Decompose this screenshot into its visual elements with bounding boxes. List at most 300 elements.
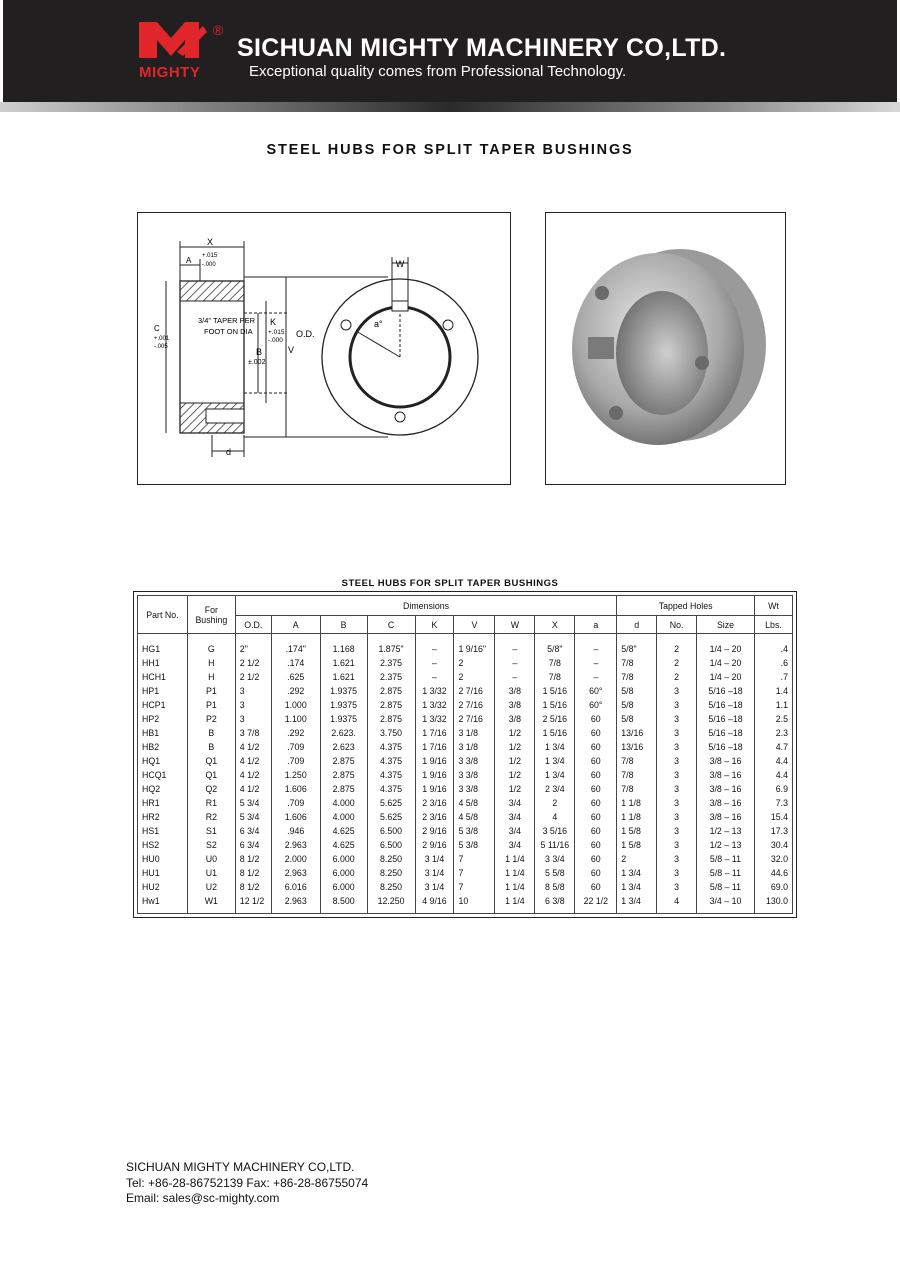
cell-no: 3 <box>657 852 697 866</box>
cell-part: HCH1 <box>138 670 188 684</box>
label-k: K <box>270 317 277 327</box>
cell-od: 3 <box>235 684 271 698</box>
cell-d: 13/16 <box>617 726 657 740</box>
cell-b: 1.9375 <box>320 684 367 698</box>
footer-contact: Tel: +86-28-86752139 Fax: +86-28-86755074 <box>126 1175 369 1190</box>
cell-k: 1 3/32 <box>415 712 454 726</box>
cell-k: 2 9/16 <box>415 838 454 852</box>
cell-b: 1.168 <box>320 634 367 657</box>
cell-v: 2 7/16 <box>454 712 495 726</box>
cell-b: 6.000 <box>320 880 367 894</box>
header-for-bushing: For Bushing <box>187 596 235 634</box>
cell-part: HH1 <box>138 656 188 670</box>
cell-ang: – <box>575 634 617 657</box>
cell-d: 7/8 <box>617 656 657 670</box>
cell-w: 1 1/4 <box>495 880 535 894</box>
cell-k: 3 1/4 <box>415 880 454 894</box>
cell-k: 1 9/16 <box>415 768 454 782</box>
cell-d: 1 1/8 <box>617 796 657 810</box>
cell-wt: 1.4 <box>754 684 792 698</box>
label-v: V <box>288 345 295 355</box>
cell-d: 2 <box>617 852 657 866</box>
cell-v: 5 3/8 <box>454 824 495 838</box>
cell-no: 3 <box>657 698 697 712</box>
cell-a: 2.963 <box>271 866 320 880</box>
cell-ang: 60 <box>575 824 617 838</box>
cell-ang: 60 <box>575 726 617 740</box>
label-c-plus: +.001 <box>154 336 170 342</box>
cell-v: 3 1/8 <box>454 726 495 740</box>
cell-bushing: P1 <box>187 698 235 712</box>
cell-d: 7/8 <box>617 768 657 782</box>
cell-k: – <box>415 670 454 684</box>
cell-d: 1 3/4 <box>617 866 657 880</box>
header-lbs: Lbs. <box>754 616 792 634</box>
cell-c: 2.375 <box>367 670 415 684</box>
cell-part: HB2 <box>138 740 188 754</box>
cell-d: 1 5/8 <box>617 824 657 838</box>
cell-b: 2.875 <box>320 782 367 796</box>
header-size: Size <box>697 616 755 634</box>
cell-v: 5 3/8 <box>454 838 495 852</box>
header-c: C <box>367 616 415 634</box>
header-k: K <box>415 616 454 634</box>
cell-a: .292 <box>271 726 320 740</box>
cell-size: 3/8 – 16 <box>697 796 755 810</box>
cell-b: 1.9375 <box>320 698 367 712</box>
cell-ang: 60 <box>575 866 617 880</box>
cell-a: .174 <box>271 656 320 670</box>
label-k-plus: +.015 <box>268 329 285 336</box>
cell-c: 5.625 <box>367 796 415 810</box>
cell-v: 3 3/8 <box>454 782 495 796</box>
cell-x: 1 5/16 <box>535 684 575 698</box>
header-od: O.D. <box>235 616 271 634</box>
cell-b: 2.623 <box>320 740 367 754</box>
cell-a: 1.000 <box>271 698 320 712</box>
cell-bushing: G <box>187 634 235 657</box>
cell-v: 2 7/16 <box>454 684 495 698</box>
cell-part: HCQ1 <box>138 768 188 782</box>
hub-photo <box>545 212 786 485</box>
table-row <box>138 698 793 712</box>
cell-no: 3 <box>657 880 697 894</box>
cell-c: 4.375 <box>367 754 415 768</box>
cell-part: HG1 <box>138 634 188 657</box>
cell-d: 1 3/4 <box>617 880 657 894</box>
cell-k: 1 3/32 <box>415 698 454 712</box>
cell-b: 1.9375 <box>320 712 367 726</box>
cell-k: – <box>415 634 454 657</box>
header-dimensions: Dimensions <box>235 596 616 616</box>
cell-c: 8.250 <box>367 880 415 894</box>
cell-bushing: Q2 <box>187 782 235 796</box>
cell-a: .709 <box>271 796 320 810</box>
cell-w: 1/2 <box>495 782 535 796</box>
cell-b: 4.000 <box>320 810 367 824</box>
table-row <box>138 726 793 740</box>
cell-od: 2 1/2 <box>235 656 271 670</box>
cell-b: 4.625 <box>320 838 367 852</box>
cell-b: 4.000 <box>320 796 367 810</box>
cell-x: 1 3/4 <box>535 740 575 754</box>
cell-c: 2.375 <box>367 656 415 670</box>
cell-ang: – <box>575 656 617 670</box>
cell-v: 10 <box>454 894 495 914</box>
cell-wt: 7.3 <box>754 796 792 810</box>
cell-d: 1 3/4 <box>617 894 657 914</box>
cell-w: 1/2 <box>495 740 535 754</box>
cell-c: 2.875 <box>367 698 415 712</box>
cell-size: 3/8 – 16 <box>697 754 755 768</box>
table-title: STEEL HUBS FOR SPLIT TAPER BUSHINGS <box>341 578 559 589</box>
header-stripe <box>0 102 900 112</box>
header-x: X <box>535 616 575 634</box>
cell-bushing: P2 <box>187 712 235 726</box>
cell-k: 3 1/4 <box>415 852 454 866</box>
cell-wt: 30.4 <box>754 838 792 852</box>
cell-wt: 15.4 <box>754 810 792 824</box>
cell-bushing: S2 <box>187 838 235 852</box>
cell-b: 8.500 <box>320 894 367 914</box>
hub-drawing-svg <box>138 213 510 484</box>
cell-bushing: B <box>187 740 235 754</box>
cell-wt: 4.4 <box>754 754 792 768</box>
cell-d: 5/8 <box>617 712 657 726</box>
footer-company: SICHUAN MIGHTY MACHINERY CO,LTD. <box>126 1160 355 1174</box>
header-d: d <box>617 616 657 634</box>
cell-a: 1.606 <box>271 810 320 824</box>
table-row <box>138 894 793 914</box>
table-row <box>138 656 793 670</box>
cell-x: 7/8 <box>535 656 575 670</box>
cell-size: 5/16 –18 <box>697 684 755 698</box>
cell-x: 2 <box>535 796 575 810</box>
cell-v: 7 <box>454 866 495 880</box>
cell-b: 6.000 <box>320 852 367 866</box>
cell-a: 6.016 <box>271 880 320 894</box>
cell-c: 5.625 <box>367 810 415 824</box>
cell-c: 4.375 <box>367 740 415 754</box>
cell-x: 5 5/8 <box>535 866 575 880</box>
cell-v: 2 <box>454 656 495 670</box>
cell-ang: 60 <box>575 880 617 894</box>
cell-d: 7/8 <box>617 670 657 684</box>
cell-k: 4 9/16 <box>415 894 454 914</box>
table-row <box>138 634 793 657</box>
cell-k: 1 7/16 <box>415 726 454 740</box>
cell-x: 1 5/16 <box>535 698 575 712</box>
cell-part: Hw1 <box>138 894 188 914</box>
cell-v: 4 5/8 <box>454 810 495 824</box>
cell-no: 3 <box>657 796 697 810</box>
spec-table-frame <box>133 591 797 918</box>
cell-k: 1 9/16 <box>415 782 454 796</box>
cell-x: 3 3/4 <box>535 852 575 866</box>
cell-ang: 60° <box>575 684 617 698</box>
cell-ang: 60 <box>575 782 617 796</box>
cell-od: 6 3/4 <box>235 838 271 852</box>
cell-w: 3/8 <box>495 712 535 726</box>
cell-v: 3 3/8 <box>454 754 495 768</box>
label-b: B <box>256 347 263 357</box>
cell-w: 1/2 <box>495 768 535 782</box>
cell-bushing: H <box>187 656 235 670</box>
cell-part: HU2 <box>138 880 188 894</box>
table-row <box>138 740 793 754</box>
header-no: No. <box>657 616 697 634</box>
cell-v: 4 5/8 <box>454 796 495 810</box>
cell-bushing: U0 <box>187 852 235 866</box>
cell-k: 1 9/16 <box>415 754 454 768</box>
cell-a: 1.250 <box>271 768 320 782</box>
cell-d: 5/8 <box>617 698 657 712</box>
label-b-tol: ±.002 <box>248 359 266 366</box>
label-a-plus: +.015 <box>202 253 218 259</box>
header-v: V <box>454 616 495 634</box>
cell-c: 6.500 <box>367 824 415 838</box>
cell-bushing: Q1 <box>187 754 235 768</box>
cell-size: 5/16 –18 <box>697 698 755 712</box>
cell-w: 3/4 <box>495 824 535 838</box>
cell-no: 3 <box>657 684 697 698</box>
header-angle: a <box>575 616 617 634</box>
cell-bushing: S1 <box>187 824 235 838</box>
cell-od: 8 1/2 <box>235 880 271 894</box>
cell-part: HU1 <box>138 866 188 880</box>
spec-table-body <box>138 634 793 914</box>
page-title: STEEL HUBS FOR SPLIT TAPER BUSHINGS <box>266 142 634 158</box>
cell-v: 3 1/8 <box>454 740 495 754</box>
cell-d: 7/8 <box>617 754 657 768</box>
cell-k: 3 1/4 <box>415 866 454 880</box>
cell-od: 4 1/2 <box>235 740 271 754</box>
cell-part: HP1 <box>138 684 188 698</box>
table-row <box>138 866 793 880</box>
cell-k: – <box>415 656 454 670</box>
cell-ang: 60 <box>575 740 617 754</box>
tagline: Exceptional quality comes from Professional Technology. <box>249 63 627 80</box>
cell-w: 1/2 <box>495 726 535 740</box>
header-wt: Wt <box>754 596 792 616</box>
cell-ang: 60 <box>575 796 617 810</box>
cell-od: 5 3/4 <box>235 810 271 824</box>
cell-w: – <box>495 670 535 684</box>
cell-no: 3 <box>657 866 697 880</box>
cell-size: 1/4 – 20 <box>697 656 755 670</box>
cell-bushing: R2 <box>187 810 235 824</box>
cell-size: 3/4 – 10 <box>697 894 755 914</box>
cell-x: 2 5/16 <box>535 712 575 726</box>
table-row <box>138 880 793 894</box>
cell-x: 3 5/16 <box>535 824 575 838</box>
cell-x: 6 3/8 <box>535 894 575 914</box>
cell-wt: .6 <box>754 656 792 670</box>
cell-b: 6.000 <box>320 866 367 880</box>
header-w: W <box>495 616 535 634</box>
table-row <box>138 824 793 838</box>
cell-no: 3 <box>657 782 697 796</box>
cell-k: 2 3/16 <box>415 810 454 824</box>
cell-od: 3 <box>235 698 271 712</box>
cell-od: 4 1/2 <box>235 754 271 768</box>
cell-od: 4 1/2 <box>235 768 271 782</box>
cell-x: 1 5/16 <box>535 726 575 740</box>
cell-size: 5/8 – 11 <box>697 880 755 894</box>
cell-od: 5 3/4 <box>235 796 271 810</box>
cell-part: HP2 <box>138 712 188 726</box>
cell-size: 1/4 – 20 <box>697 634 755 657</box>
cell-w: 3/8 <box>495 684 535 698</box>
cell-wt: 1.1 <box>754 698 792 712</box>
cell-x: 5 11/16 <box>535 838 575 852</box>
cell-wt: 44.6 <box>754 866 792 880</box>
cell-w: 3/4 <box>495 810 535 824</box>
cell-wt: 2.3 <box>754 726 792 740</box>
cell-size: 1/4 – 20 <box>697 670 755 684</box>
cell-x: 7/8 <box>535 670 575 684</box>
cell-c: 8.250 <box>367 852 415 866</box>
cell-b: 1.621 <box>320 670 367 684</box>
cell-ang: 60 <box>575 712 617 726</box>
cell-part: HCP1 <box>138 698 188 712</box>
cell-w: 3/8 <box>495 698 535 712</box>
technical-drawing <box>137 212 511 485</box>
cell-w: 1 1/4 <box>495 894 535 914</box>
cell-size: 3/8 – 16 <box>697 782 755 796</box>
cell-a: 1.100 <box>271 712 320 726</box>
cell-no: 3 <box>657 810 697 824</box>
table-row <box>138 810 793 824</box>
cell-bushing: Q1 <box>187 768 235 782</box>
header-b: B <box>320 616 367 634</box>
cell-ang: 22 1/2 <box>575 894 617 914</box>
cell-no: 3 <box>657 754 697 768</box>
spec-table <box>137 595 793 914</box>
cell-bushing: P1 <box>187 684 235 698</box>
cell-wt: 4.4 <box>754 768 792 782</box>
cell-no: 2 <box>657 670 697 684</box>
header-part-no: Part No. <box>138 596 188 634</box>
cell-v: 1 9/16" <box>454 634 495 657</box>
cell-c: 8.250 <box>367 866 415 880</box>
cell-part: HS1 <box>138 824 188 838</box>
cell-d: 1 5/8 <box>617 838 657 852</box>
cell-c: 6.500 <box>367 838 415 852</box>
cell-wt: 4.7 <box>754 740 792 754</box>
table-row <box>138 684 793 698</box>
cell-c: 12.250 <box>367 894 415 914</box>
cell-x: 2 3/4 <box>535 782 575 796</box>
cell-x: 1 3/4 <box>535 768 575 782</box>
cell-v: 2 <box>454 670 495 684</box>
cell-a: .709 <box>271 740 320 754</box>
cell-no: 2 <box>657 656 697 670</box>
cell-no: 3 <box>657 712 697 726</box>
cell-d: 7/8 <box>617 782 657 796</box>
cell-part: HR2 <box>138 810 188 824</box>
cell-wt: 69.0 <box>754 880 792 894</box>
cell-w: 3/4 <box>495 796 535 810</box>
cell-a: .625 <box>271 670 320 684</box>
label-x: X <box>206 237 214 247</box>
company-name: SICHUAN MIGHTY MACHINERY CO,LTD. <box>237 34 727 62</box>
cell-a: .292 <box>271 684 320 698</box>
footer <box>126 1160 368 1207</box>
label-d: d <box>226 447 232 457</box>
cell-k: 2 3/16 <box>415 796 454 810</box>
cell-bushing: U1 <box>187 866 235 880</box>
logo-text: MIGHTY <box>139 64 201 81</box>
table-row <box>138 754 793 768</box>
cell-b: 2.623. <box>320 726 367 740</box>
cell-x: 1 3/4 <box>535 754 575 768</box>
table-row <box>138 670 793 684</box>
table-row <box>138 782 793 796</box>
cell-size: 1/2 – 13 <box>697 824 755 838</box>
label-c-minus: -.005 <box>154 344 168 350</box>
cell-a: 2.963 <box>271 894 320 914</box>
cell-od: 8 1/2 <box>235 866 271 880</box>
cell-size: 5/16 –18 <box>697 712 755 726</box>
cell-a: 2.963 <box>271 838 320 852</box>
cell-wt: 17.3 <box>754 824 792 838</box>
cell-a: .174" <box>271 634 320 657</box>
cell-no: 3 <box>657 838 697 852</box>
label-od: O.D. <box>296 329 315 339</box>
cell-wt: .4 <box>754 634 792 657</box>
cell-b: 4.625 <box>320 824 367 838</box>
cell-part: HU0 <box>138 852 188 866</box>
cell-c: 3.750 <box>367 726 415 740</box>
cell-size: 3/8 – 16 <box>697 768 755 782</box>
cell-wt: 32.0 <box>754 852 792 866</box>
cell-od: 2" <box>235 634 271 657</box>
cell-od: 3 <box>235 712 271 726</box>
cell-v: 7 <box>454 880 495 894</box>
cell-k: 1 7/16 <box>415 740 454 754</box>
cell-w: 1 1/4 <box>495 866 535 880</box>
cell-w: 1/2 <box>495 754 535 768</box>
cell-wt: .7 <box>754 670 792 684</box>
cell-a: .709 <box>271 754 320 768</box>
cell-x: 8 5/8 <box>535 880 575 894</box>
label-a-minus: -.000 <box>202 262 216 268</box>
cell-bushing: H <box>187 670 235 684</box>
cell-k: 1 3/32 <box>415 684 454 698</box>
cell-c: 4.375 <box>367 782 415 796</box>
cell-size: 1/2 – 13 <box>697 838 755 852</box>
cell-no: 3 <box>657 768 697 782</box>
label-a: A <box>186 256 192 265</box>
cell-size: 5/8 – 11 <box>697 866 755 880</box>
label-k-minus: -.000 <box>268 337 283 344</box>
cell-d: 1 1/8 <box>617 810 657 824</box>
cell-a: .946 <box>271 824 320 838</box>
cell-v: 7 <box>454 852 495 866</box>
cell-w: – <box>495 656 535 670</box>
cell-od: 3 7/8 <box>235 726 271 740</box>
cell-no: 3 <box>657 740 697 754</box>
header-a: A <box>271 616 320 634</box>
cell-c: 4.375 <box>367 768 415 782</box>
cell-no: 3 <box>657 726 697 740</box>
cell-x: 5/8" <box>535 634 575 657</box>
table-row <box>138 768 793 782</box>
cell-ang: 60 <box>575 810 617 824</box>
cell-b: 1.621 <box>320 656 367 670</box>
cell-od: 2 1/2 <box>235 670 271 684</box>
